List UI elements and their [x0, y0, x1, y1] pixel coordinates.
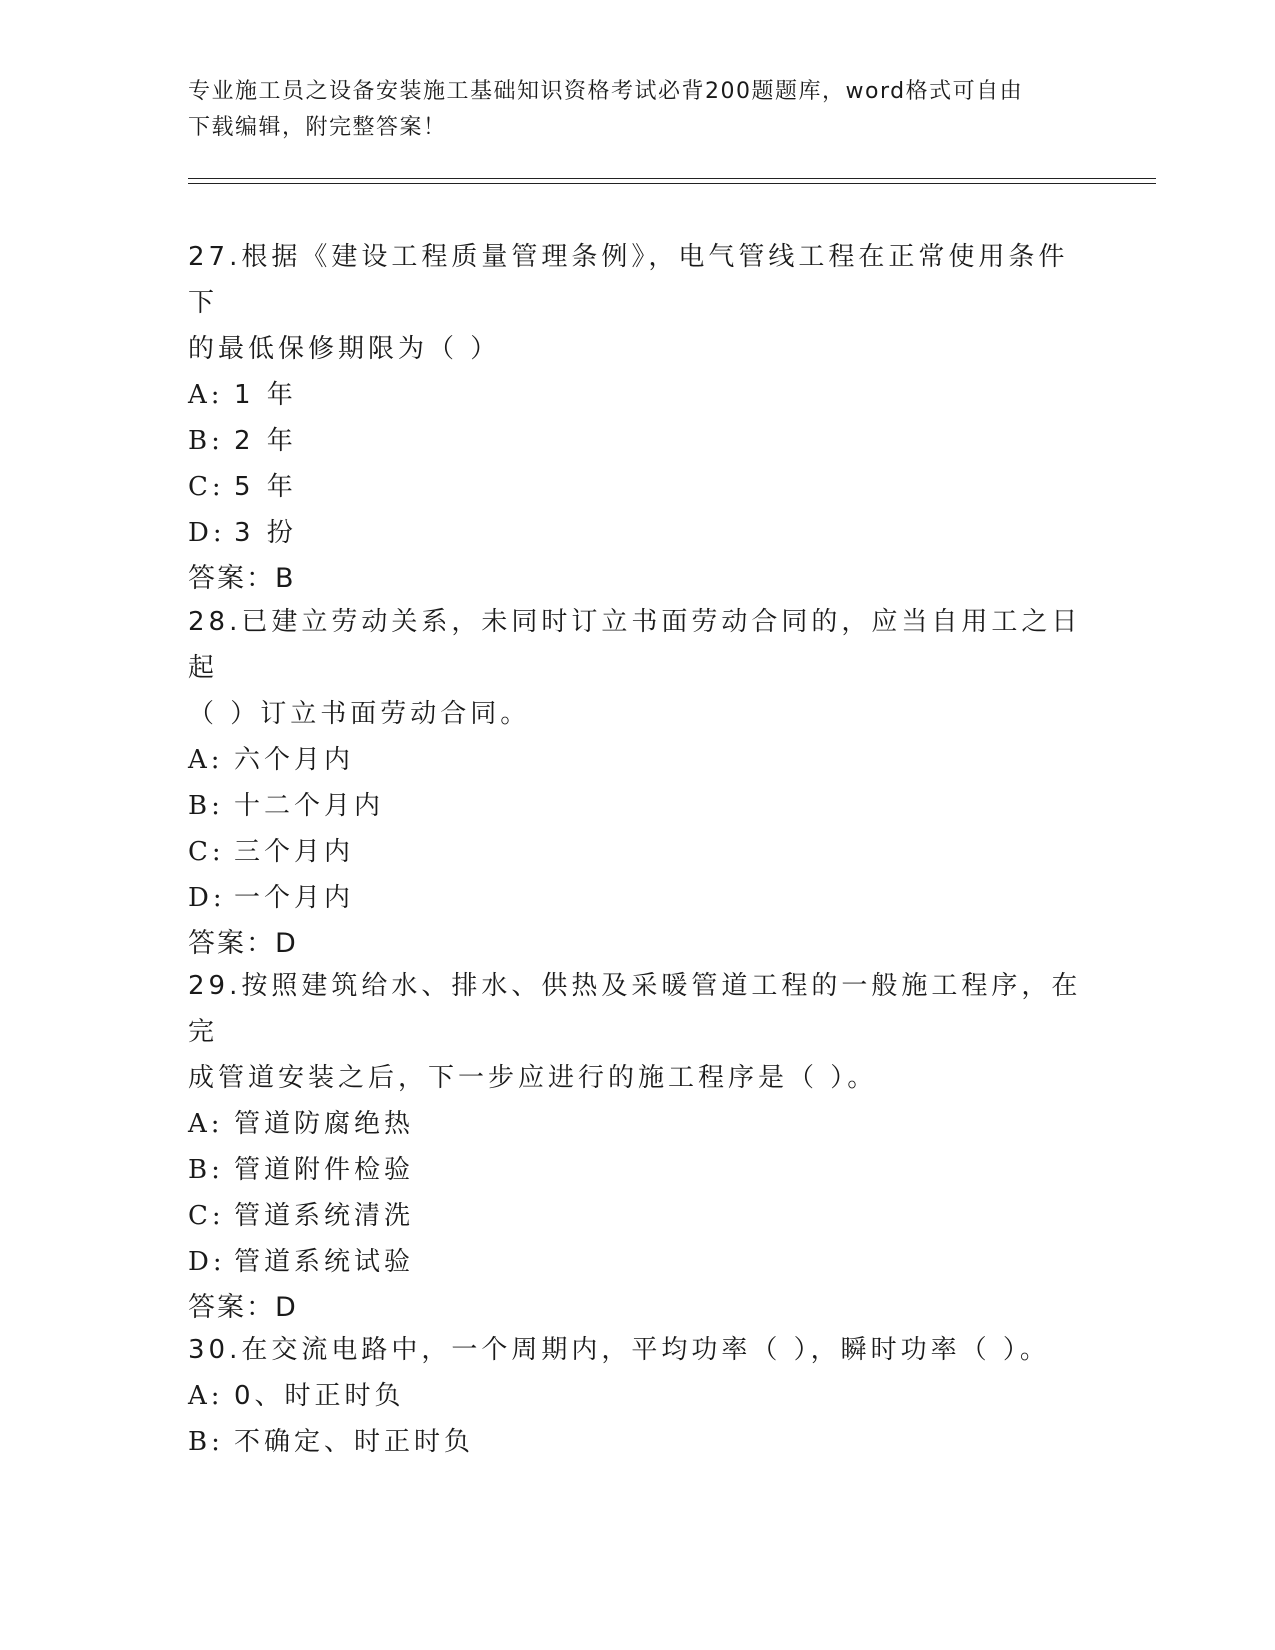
option-text: 三个月内: [234, 837, 355, 867]
question-stem-line: 30.在交流电路中，一个周期内，平均功率（ ），瞬时功率（ ）。: [188, 1335, 1050, 1365]
answer-line: 答案：B: [188, 563, 296, 594]
question-stem-line: 成管道安装之后，下一步应进行的施工程序是（ ）。: [188, 1063, 878, 1093]
header-line-1: 专业施工员之设备安装施工基础知识资格考试必背200题题库，word格式可自由: [188, 79, 1024, 104]
option-text: 3 扮: [234, 518, 297, 548]
header-divider-second: [188, 183, 1156, 184]
option-key: D:: [188, 518, 226, 548]
option-key: A:: [188, 745, 224, 775]
question-30: [188, 1327, 1088, 1465]
question-29: [188, 963, 1088, 1331]
option-c: [188, 1193, 1088, 1239]
option-text: 不确定、时正时负: [234, 1427, 475, 1457]
option-d: [188, 1239, 1088, 1285]
option-key: C:: [188, 837, 225, 867]
option-c: [188, 464, 1088, 510]
option-key: D:: [188, 883, 226, 913]
option-text: 0、时正时负: [234, 1381, 405, 1411]
option-text: 管道附件检验: [234, 1155, 415, 1185]
option-text: 5 年: [234, 472, 297, 502]
question-stem-line: 29.按照建筑给水、排水、供热及采暖管道工程的一般施工程序，在完: [188, 971, 1082, 1047]
option-key: A:: [188, 1381, 224, 1411]
option-a: [188, 1101, 1088, 1147]
option-key: B:: [188, 426, 224, 456]
question-28: [188, 599, 1088, 967]
option-key: B:: [188, 1155, 224, 1185]
header-line-2: 下载编辑，附完整答案！: [188, 115, 447, 140]
option-a: [188, 1373, 1088, 1419]
question-stem-line: 的最低保修期限为（ ）: [188, 334, 501, 364]
option-a: [188, 737, 1088, 783]
question-stem-line: 28.已建立劳动关系，未同时订立书面劳动合同的，应当自用工之日起: [188, 607, 1082, 683]
option-key: B:: [188, 1427, 224, 1457]
option-c: [188, 829, 1088, 875]
option-b: [188, 418, 1088, 464]
option-text: 一个月内: [234, 883, 355, 913]
answer-line: 答案：D: [188, 1292, 298, 1323]
question-stem-line: 27.根据《建设工程质量管理条例》，电气管线工程在正常使用条件下: [188, 242, 1069, 318]
option-key: A:: [188, 1109, 224, 1139]
option-key: D:: [188, 1247, 226, 1277]
option-text: 六个月内: [234, 745, 355, 775]
option-b: [188, 1147, 1088, 1193]
option-key: B:: [188, 791, 224, 821]
option-a: [188, 372, 1088, 418]
question-27: [188, 234, 1088, 602]
answer-line: 答案：D: [188, 928, 298, 959]
option-key: C:: [188, 472, 225, 502]
document-header: [188, 74, 1088, 146]
option-text: 管道系统试验: [234, 1247, 415, 1277]
option-text: 1 年: [234, 380, 297, 410]
header-divider: [188, 178, 1156, 179]
option-text: 管道系统清洗: [234, 1201, 415, 1231]
option-b: [188, 783, 1088, 829]
option-text: 管道防腐绝热: [234, 1109, 415, 1139]
option-b: [188, 1419, 1088, 1465]
option-text: 十二个月内: [234, 791, 385, 821]
option-key: A:: [188, 380, 224, 410]
option-d: [188, 510, 1088, 556]
option-text: 2 年: [234, 426, 297, 456]
option-key: C:: [188, 1201, 225, 1231]
option-d: [188, 875, 1088, 921]
question-stem-line: （ ）订立书面劳动合同。: [188, 699, 531, 729]
